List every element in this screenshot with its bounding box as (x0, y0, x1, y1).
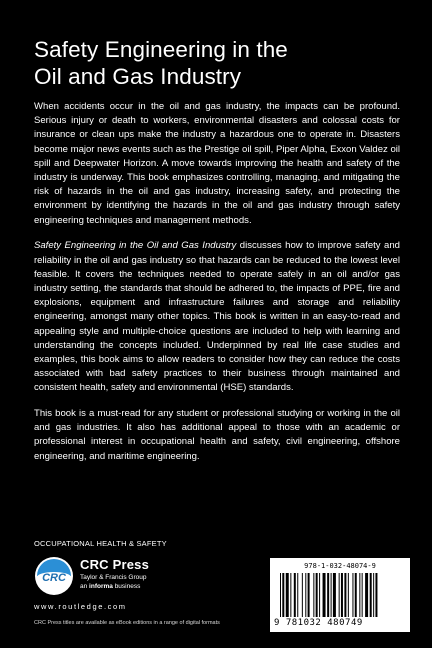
blurb (34, 100, 400, 475)
business-prefix: an (80, 583, 90, 590)
logo-lettering: CRC (42, 572, 66, 584)
ebook-note: CRC Press titles are available as eBook editions in a range of digital formats (34, 620, 220, 626)
isbn-number: 978-1-032-48074-9 (304, 562, 376, 570)
blurb-paragraph-3: This book is a must-read for any student or professional studying or working in the oil and gas industries. It also has additional appeal to those with an academic or professional interest in occupational health and safety, civil engineering, offshore engineering, and maritime engineering. (34, 408, 400, 462)
publisher-block (34, 556, 234, 596)
business-suffix: business (112, 583, 141, 590)
blurb-paragraph-1: When accidents occur in the oil and gas industry, the impacts can be profound. Serious injury or death to workers, environmental disasters and colossal costs for insurance or clean ups make the industry a hazardous one to operate in. Disasters become major news events such as the Prestige oil spill, Piper Alpha, Exxon Valdez oil spill and Deepwater Horizon. A move towards improving the health and safety of the industry is underway. This book emphasizes controlling, managing, and mitigating the risk of hazards in the oil and gas industry, increasing safety, and protecting the environment by identifying the hazards in the oil and gas industry through safety engineering techniques and management methods. (34, 101, 400, 226)
title-line-1: Safety Engineering in the (34, 37, 288, 62)
title-line-2: Oil and Gas Industry (34, 64, 242, 89)
business-informa: informa (89, 583, 113, 590)
book-title-italic: Safety Engineering in the Oil and Gas Industry (34, 240, 237, 252)
subject-category: OCCUPATIONAL HEALTH & SAFETY (34, 539, 167, 548)
isbn-barcode (270, 558, 410, 632)
book-title (34, 36, 404, 90)
blurb-paragraph-2-text: discusses how to improve safety and reliability in the oil and gas industry so that hazards can be reduced to the lowest level feasible. It covers the techniques needed to operate safely in an oil and/or gas industry setting, the standards that should be adhered to, the impacts of PPE, fire and explosions, equipment and infrastructure failures and storage and reliability engineering, amongst many other topics. This book is written in an easy-to-read and appealing style and multiple-choice questions are included to help with learning and understanding the concepts included. Underpinned by real life case studies and examples, this book aims to allow readers to consider how they can reduce the costs associated with bad safety practices to their business through maintained and consistent health, safety and environmental (HSE) standards. (34, 240, 400, 394)
barcode-icon (280, 573, 404, 617)
ean-number: 9 781032 480749 (274, 618, 363, 628)
website-link[interactable]: www.routledge.com (34, 602, 127, 611)
publisher-business (80, 583, 140, 590)
publisher-name: CRC Press (80, 557, 149, 572)
blurb-paragraph-2 (34, 239, 400, 395)
publisher-group: Taylor & Francis Group (80, 574, 147, 581)
crc-press-logo-icon (34, 556, 74, 596)
